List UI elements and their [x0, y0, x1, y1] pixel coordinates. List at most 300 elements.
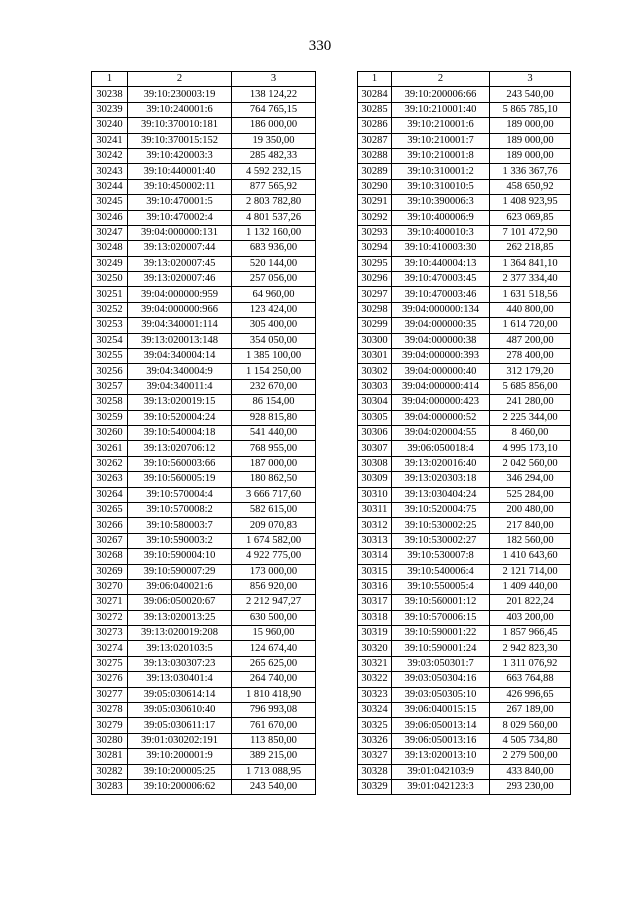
table-row — [358, 518, 571, 533]
table-row — [358, 302, 571, 317]
value-cell: 232 670,00 — [232, 379, 316, 394]
value-cell: 1 674 582,00 — [232, 533, 316, 548]
value-cell: 1 154 250,00 — [232, 364, 316, 379]
row-number-cell: 30321 — [358, 656, 392, 671]
cadastral-number-cell: 39:13:020013:10 — [392, 749, 490, 764]
cadastral-number-cell: 39:04:340004:14 — [128, 349, 232, 364]
value-cell: 433 840,00 — [490, 764, 571, 779]
row-number-cell: 30277 — [92, 687, 128, 702]
row-number-cell: 30326 — [358, 733, 392, 748]
table-row — [92, 87, 316, 102]
table-row — [92, 364, 316, 379]
row-number-cell: 30329 — [358, 779, 392, 794]
cadastral-number-cell: 39:10:530002:27 — [392, 533, 490, 548]
cadastral-number-cell: 39:01:042103:9 — [392, 764, 490, 779]
table-row — [92, 164, 316, 179]
table-row — [92, 487, 316, 502]
row-number-cell: 30239 — [92, 102, 128, 117]
left-table-body — [92, 87, 316, 795]
row-number-cell: 30258 — [92, 395, 128, 410]
value-cell: 5 865 785,10 — [490, 102, 571, 117]
table-row — [92, 118, 316, 133]
cadastral-number-cell: 39:10:570006:15 — [392, 610, 490, 625]
row-number-cell: 30288 — [358, 148, 392, 163]
table-row — [358, 333, 571, 348]
value-cell: 1 631 518,56 — [490, 287, 571, 302]
table-row — [358, 364, 571, 379]
table-row — [358, 118, 571, 133]
value-cell: 257 056,00 — [232, 272, 316, 287]
table-row — [358, 610, 571, 625]
table-row — [92, 456, 316, 471]
row-number-cell: 30275 — [92, 656, 128, 671]
cadastral-number-cell: 39:10:310001:2 — [392, 164, 490, 179]
row-number-cell: 30282 — [92, 764, 128, 779]
table-row — [92, 518, 316, 533]
value-cell: 856 920,00 — [232, 579, 316, 594]
table-row — [358, 487, 571, 502]
table-row — [358, 687, 571, 702]
table-row — [358, 179, 571, 194]
row-number-cell: 30293 — [358, 225, 392, 240]
value-cell: 64 960,00 — [232, 287, 316, 302]
row-number-cell: 30311 — [358, 502, 392, 517]
cadastral-number-cell: 39:10:200006:62 — [128, 779, 232, 794]
row-number-cell: 30268 — [92, 549, 128, 564]
value-cell: 1 385 100,00 — [232, 349, 316, 364]
cadastral-number-cell: 39:10:310010:5 — [392, 179, 490, 194]
cadastral-number-cell: 39:06:050013:14 — [392, 718, 490, 733]
value-cell: 189 000,00 — [490, 148, 571, 163]
cadastral-number-cell: 39:10:200005:25 — [128, 764, 232, 779]
table-row — [358, 456, 571, 471]
table-row — [358, 441, 571, 456]
cadastral-number-cell: 39:13:030307:23 — [128, 656, 232, 671]
cadastral-number-cell: 39:04:000000:414 — [392, 379, 490, 394]
row-number-cell: 30292 — [358, 210, 392, 225]
table-row — [358, 287, 571, 302]
cadastral-number-cell: 39:10:470001:5 — [128, 195, 232, 210]
table-row — [358, 626, 571, 641]
value-cell: 8 029 560,00 — [490, 718, 571, 733]
table-row — [92, 195, 316, 210]
row-number-cell: 30300 — [358, 333, 392, 348]
table-row — [358, 749, 571, 764]
cadastral-number-cell: 39:10:470003:45 — [392, 272, 490, 287]
cadastral-number-cell: 39:10:400010:3 — [392, 225, 490, 240]
value-cell: 764 765,15 — [232, 102, 316, 117]
value-cell: 7 101 472,90 — [490, 225, 571, 240]
cadastral-number-cell: 39:04:340001:114 — [128, 318, 232, 333]
table-row — [92, 672, 316, 687]
value-cell: 267 189,00 — [490, 703, 571, 718]
table-row — [358, 210, 571, 225]
table-row — [92, 502, 316, 517]
value-cell: 186 000,00 — [232, 118, 316, 133]
table-row — [92, 733, 316, 748]
row-number-cell: 30274 — [92, 641, 128, 656]
table-row — [358, 549, 571, 564]
cadastral-number-cell: 39:10:230003:19 — [128, 87, 232, 102]
row-number-cell: 30297 — [358, 287, 392, 302]
value-cell: 285 482,33 — [232, 148, 316, 163]
cadastral-number-cell: 39:04:000000:131 — [128, 225, 232, 240]
table-row — [358, 733, 571, 748]
row-number-cell: 30256 — [92, 364, 128, 379]
cadastral-number-cell: 39:13:020007:44 — [128, 241, 232, 256]
value-cell: 262 218,85 — [490, 241, 571, 256]
cadastral-number-cell: 39:04:000000:423 — [392, 395, 490, 410]
value-cell: 200 480,00 — [490, 502, 571, 517]
cadastral-number-cell: 39:10:550005:4 — [392, 579, 490, 594]
table-row — [358, 579, 571, 594]
right-register-table — [357, 71, 571, 795]
table-row — [92, 549, 316, 564]
value-cell: 305 400,00 — [232, 318, 316, 333]
row-number-cell: 30307 — [358, 441, 392, 456]
cadastral-number-cell: 39:10:540006:4 — [392, 564, 490, 579]
value-cell: 2 279 500,00 — [490, 749, 571, 764]
value-cell: 2 803 782,80 — [232, 195, 316, 210]
table-row — [92, 610, 316, 625]
cadastral-number-cell: 39:04:000000:966 — [128, 302, 232, 317]
row-number-cell: 30289 — [358, 164, 392, 179]
value-cell: 189 000,00 — [490, 118, 571, 133]
row-number-cell: 30241 — [92, 133, 128, 148]
row-number-cell: 30323 — [358, 687, 392, 702]
column-header: 3 — [232, 72, 316, 87]
cadastral-number-cell: 39:06:050018:4 — [392, 441, 490, 456]
column-header: 3 — [490, 72, 571, 87]
row-number-cell: 30279 — [92, 718, 128, 733]
table-row — [92, 564, 316, 579]
table-row — [92, 133, 316, 148]
table-row — [358, 656, 571, 671]
table-row — [358, 318, 571, 333]
table-row — [92, 333, 316, 348]
row-number-cell: 30291 — [358, 195, 392, 210]
cadastral-number-cell: 39:04:340011:4 — [128, 379, 232, 394]
row-number-cell: 30257 — [92, 379, 128, 394]
value-cell: 3 666 717,60 — [232, 487, 316, 502]
cadastral-number-cell: 39:10:560005:19 — [128, 472, 232, 487]
table-row — [92, 779, 316, 794]
value-cell: 1 713 088,95 — [232, 764, 316, 779]
value-cell: 19 350,00 — [232, 133, 316, 148]
cadastral-number-cell: 39:10:590007:29 — [128, 564, 232, 579]
row-number-cell: 30261 — [92, 441, 128, 456]
row-number-cell: 30306 — [358, 425, 392, 440]
row-number-cell: 30286 — [358, 118, 392, 133]
cadastral-number-cell: 39:04:000000:38 — [392, 333, 490, 348]
table-row — [92, 533, 316, 548]
row-number-cell: 30238 — [92, 87, 128, 102]
cadastral-number-cell: 39:10:400006:9 — [392, 210, 490, 225]
value-cell: 1 132 160,00 — [232, 225, 316, 240]
cadastral-number-cell: 39:13:020303:18 — [392, 472, 490, 487]
cadastral-number-cell: 39:13:020013:148 — [128, 333, 232, 348]
table-row — [358, 133, 571, 148]
value-cell: 525 284,00 — [490, 487, 571, 502]
left-register-table — [91, 71, 316, 795]
cadastral-number-cell: 39:04:000000:35 — [392, 318, 490, 333]
cadastral-number-cell: 39:10:560001:12 — [392, 595, 490, 610]
table-row — [358, 502, 571, 517]
table-row — [358, 672, 571, 687]
cadastral-number-cell: 39:10:450002:11 — [128, 179, 232, 194]
value-cell: 180 862,50 — [232, 472, 316, 487]
cadastral-number-cell: 39:10:590001:24 — [392, 641, 490, 656]
table-row — [358, 718, 571, 733]
value-cell: 1 408 923,95 — [490, 195, 571, 210]
cadastral-number-cell: 39:01:030202:191 — [128, 733, 232, 748]
value-cell: 2 942 823,30 — [490, 641, 571, 656]
row-number-cell: 30271 — [92, 595, 128, 610]
table-row — [92, 595, 316, 610]
row-number-cell: 30296 — [358, 272, 392, 287]
row-number-cell: 30242 — [92, 148, 128, 163]
table-row — [92, 395, 316, 410]
value-cell: 15 960,00 — [232, 626, 316, 641]
cadastral-number-cell: 39:03:050304:16 — [392, 672, 490, 687]
row-number-cell: 30281 — [92, 749, 128, 764]
cadastral-number-cell: 39:13:020706:12 — [128, 441, 232, 456]
cadastral-number-cell: 39:13:020016:40 — [392, 456, 490, 471]
cadastral-number-cell: 39:10:210001:8 — [392, 148, 490, 163]
row-number-cell: 30244 — [92, 179, 128, 194]
value-cell: 4 505 734,80 — [490, 733, 571, 748]
value-cell: 2 377 334,40 — [490, 272, 571, 287]
row-number-cell: 30263 — [92, 472, 128, 487]
row-number-cell: 30322 — [358, 672, 392, 687]
row-number-cell: 30246 — [92, 210, 128, 225]
page-number: 330 — [308, 38, 332, 54]
table-row — [92, 210, 316, 225]
value-cell: 663 764,88 — [490, 672, 571, 687]
cadastral-number-cell: 39:10:590003:2 — [128, 533, 232, 548]
value-cell: 265 625,00 — [232, 656, 316, 671]
cadastral-number-cell: 39:04:000000:959 — [128, 287, 232, 302]
table-row — [92, 579, 316, 594]
cadastral-number-cell: 39:10:520004:24 — [128, 410, 232, 425]
value-cell: 2 212 947,27 — [232, 595, 316, 610]
value-cell: 4 801 537,26 — [232, 210, 316, 225]
row-number-cell: 30262 — [92, 456, 128, 471]
table-header-row — [358, 72, 571, 87]
value-cell: 877 565,92 — [232, 179, 316, 194]
value-cell: 138 124,22 — [232, 87, 316, 102]
row-number-cell: 30327 — [358, 749, 392, 764]
value-cell: 264 740,00 — [232, 672, 316, 687]
row-number-cell: 30287 — [358, 133, 392, 148]
table-row — [92, 472, 316, 487]
table-row — [358, 195, 571, 210]
row-number-cell: 30273 — [92, 626, 128, 641]
table-row — [92, 241, 316, 256]
cadastral-number-cell: 39:04:000000:393 — [392, 349, 490, 364]
row-number-cell: 30312 — [358, 518, 392, 533]
table-row — [358, 472, 571, 487]
table-row — [358, 148, 571, 163]
value-cell: 458 650,92 — [490, 179, 571, 194]
value-cell: 1 614 720,00 — [490, 318, 571, 333]
value-cell: 426 996,65 — [490, 687, 571, 702]
value-cell: 187 000,00 — [232, 456, 316, 471]
row-number-cell: 30319 — [358, 626, 392, 641]
cadastral-number-cell: 39:04:000000:52 — [392, 410, 490, 425]
value-cell: 113 850,00 — [232, 733, 316, 748]
value-cell: 312 179,20 — [490, 364, 571, 379]
table-row — [358, 764, 571, 779]
column-header: 2 — [128, 72, 232, 87]
cadastral-number-cell: 39:10:530007:8 — [392, 549, 490, 564]
cadastral-number-cell: 39:13:030404:24 — [392, 487, 490, 502]
row-number-cell: 30301 — [358, 349, 392, 364]
table-row — [358, 349, 571, 364]
cadastral-number-cell: 39:10:240001:6 — [128, 102, 232, 117]
value-cell: 582 615,00 — [232, 502, 316, 517]
value-cell: 346 294,00 — [490, 472, 571, 487]
table-row — [92, 764, 316, 779]
cadastral-number-cell: 39:10:440004:13 — [392, 256, 490, 271]
row-number-cell: 30309 — [358, 472, 392, 487]
row-number-cell: 30254 — [92, 333, 128, 348]
cadastral-number-cell: 39:04:000000:40 — [392, 364, 490, 379]
row-number-cell: 30318 — [358, 610, 392, 625]
row-number-cell: 30283 — [92, 779, 128, 794]
cadastral-number-cell: 39:13:020013:25 — [128, 610, 232, 625]
cadastral-number-cell: 39:10:210001:6 — [392, 118, 490, 133]
row-number-cell: 30328 — [358, 764, 392, 779]
value-cell: 293 230,00 — [490, 779, 571, 794]
table-row — [358, 272, 571, 287]
row-number-cell: 30304 — [358, 395, 392, 410]
table-row — [92, 179, 316, 194]
row-number-cell: 30315 — [358, 564, 392, 579]
right-table-body — [358, 87, 571, 795]
row-number-cell: 30299 — [358, 318, 392, 333]
cadastral-number-cell: 39:05:030611:17 — [128, 718, 232, 733]
cadastral-number-cell: 39:05:030614:14 — [128, 687, 232, 702]
table-row — [92, 287, 316, 302]
row-number-cell: 30316 — [358, 579, 392, 594]
value-cell: 630 500,00 — [232, 610, 316, 625]
row-number-cell: 30313 — [358, 533, 392, 548]
column-header: 1 — [358, 72, 392, 87]
value-cell: 1 810 418,90 — [232, 687, 316, 702]
row-number-cell: 30266 — [92, 518, 128, 533]
row-number-cell: 30264 — [92, 487, 128, 502]
cadastral-number-cell: 39:10:570004:4 — [128, 487, 232, 502]
row-number-cell: 30248 — [92, 241, 128, 256]
row-number-cell: 30302 — [358, 364, 392, 379]
column-header: 1 — [92, 72, 128, 87]
table-row — [92, 256, 316, 271]
cadastral-number-cell: 39:10:520004:75 — [392, 502, 490, 517]
value-cell: 173 000,00 — [232, 564, 316, 579]
value-cell: 189 000,00 — [490, 133, 571, 148]
row-number-cell: 30325 — [358, 718, 392, 733]
cadastral-number-cell: 39:13:020019:15 — [128, 395, 232, 410]
cadastral-number-cell: 39:10:420003:3 — [128, 148, 232, 163]
table-row — [358, 595, 571, 610]
table-row — [92, 272, 316, 287]
value-cell: 683 936,00 — [232, 241, 316, 256]
cadastral-number-cell: 39:04:340004:9 — [128, 364, 232, 379]
value-cell: 440 800,00 — [490, 302, 571, 317]
cadastral-number-cell: 39:06:050013:16 — [392, 733, 490, 748]
cadastral-number-cell: 39:10:470002:4 — [128, 210, 232, 225]
row-number-cell: 30251 — [92, 287, 128, 302]
cadastral-number-cell: 39:10:590004:10 — [128, 549, 232, 564]
cadastral-number-cell: 39:10:210001:40 — [392, 102, 490, 117]
cadastral-number-cell: 39:10:390006:3 — [392, 195, 490, 210]
cadastral-number-cell: 39:10:580003:7 — [128, 518, 232, 533]
cadastral-number-cell: 39:06:040021:6 — [128, 579, 232, 594]
column-header: 2 — [392, 72, 490, 87]
value-cell: 520 144,00 — [232, 256, 316, 271]
cadastral-number-cell: 39:10:200006:66 — [392, 87, 490, 102]
cadastral-number-cell: 39:13:020019:208 — [128, 626, 232, 641]
cadastral-number-cell: 39:13:020103:5 — [128, 641, 232, 656]
row-number-cell: 30272 — [92, 610, 128, 625]
table-row — [92, 441, 316, 456]
cadastral-number-cell: 39:10:440001:40 — [128, 164, 232, 179]
row-number-cell: 30310 — [358, 487, 392, 502]
row-number-cell: 30294 — [358, 241, 392, 256]
row-number-cell: 30243 — [92, 164, 128, 179]
cadastral-number-cell: 39:01:042123:3 — [392, 779, 490, 794]
cadastral-number-cell: 39:05:030610:40 — [128, 703, 232, 718]
table-row — [358, 87, 571, 102]
value-cell: 4 922 775,00 — [232, 549, 316, 564]
row-number-cell: 30269 — [92, 564, 128, 579]
table-row — [358, 703, 571, 718]
table-row — [92, 318, 316, 333]
table-row — [92, 410, 316, 425]
table-row — [92, 641, 316, 656]
table-row — [92, 749, 316, 764]
cadastral-number-cell: 39:13:030401:4 — [128, 672, 232, 687]
cadastral-number-cell: 39:03:050301:7 — [392, 656, 490, 671]
row-number-cell: 30270 — [92, 579, 128, 594]
value-cell: 389 215,00 — [232, 749, 316, 764]
value-cell: 761 670,00 — [232, 718, 316, 733]
table-row — [92, 656, 316, 671]
value-cell: 768 955,00 — [232, 441, 316, 456]
value-cell: 86 154,00 — [232, 395, 316, 410]
cadastral-number-cell: 39:10:210001:7 — [392, 133, 490, 148]
table-row — [92, 302, 316, 317]
table-row — [358, 779, 571, 794]
value-cell: 623 069,85 — [490, 210, 571, 225]
value-cell: 1 364 841,10 — [490, 256, 571, 271]
row-number-cell: 30247 — [92, 225, 128, 240]
value-cell: 201 822,24 — [490, 595, 571, 610]
cadastral-number-cell: 39:06:040015:15 — [392, 703, 490, 718]
value-cell: 796 993,08 — [232, 703, 316, 718]
value-cell: 1 410 643,60 — [490, 549, 571, 564]
table-row — [92, 379, 316, 394]
value-cell: 4 592 232,15 — [232, 164, 316, 179]
cadastral-number-cell: 39:10:200001:9 — [128, 749, 232, 764]
row-number-cell: 30278 — [92, 703, 128, 718]
table-row — [358, 379, 571, 394]
value-cell: 541 440,00 — [232, 425, 316, 440]
table-row — [358, 533, 571, 548]
value-cell: 2 121 714,00 — [490, 564, 571, 579]
cadastral-number-cell: 39:13:020007:45 — [128, 256, 232, 271]
